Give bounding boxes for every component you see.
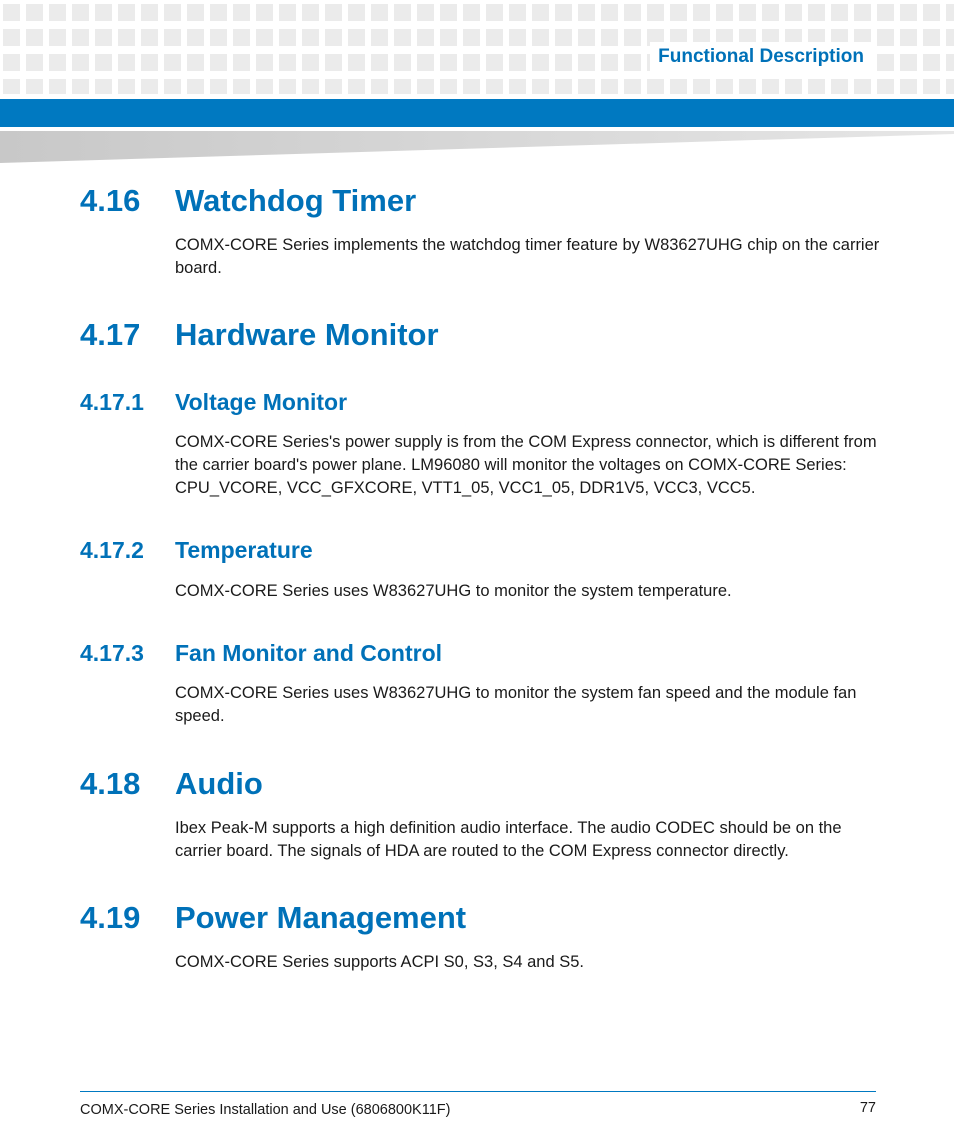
- header-grid-cell: [463, 79, 480, 94]
- header-grid-cell: [532, 4, 549, 21]
- section-body: COMX-CORE Series implements the watchdog timer feature by W83627UHG chip on the carrier board.: [175, 236, 880, 277]
- header-grid-cell: [900, 4, 917, 21]
- header-grid-cell: [785, 79, 802, 94]
- header-grid-cell: [440, 54, 457, 71]
- section-heading: [80, 183, 416, 219]
- header-grid-cell: [49, 79, 66, 94]
- header-grid-cell: [900, 54, 917, 71]
- subsection-heading: [80, 388, 347, 416]
- section-heading: [80, 900, 466, 936]
- subsection-body: COMX-CORE Series uses W83627UHG to monitor the system fan speed and the module fan speed.: [175, 684, 857, 725]
- header-grid-cell: [394, 79, 411, 94]
- footer-rule: [80, 1091, 876, 1092]
- header-grid-cell: [532, 79, 549, 94]
- header-grid-cell: [26, 79, 43, 94]
- header-grid-cell: [578, 29, 595, 46]
- subsection-heading: [80, 536, 313, 564]
- header-grid-cell: [555, 54, 572, 71]
- header-grid-cell: [233, 79, 250, 94]
- header-grid-cell: [210, 54, 227, 71]
- header-grid-cell: [486, 4, 503, 21]
- header-grid-cell: [279, 29, 296, 46]
- subsection-body: COMX-CORE Series's power supply is from the COM Express connector, which is different from the carrier board's power plane. LM96080 will monitor the voltages on COMX-CORE Series: CPU_VCORE, VCC_GFXCORE, VTT1_05, VCC1_05, DDR1V5, VCC3, VCC5.: [175, 433, 877, 497]
- footer-page-number: 77: [859, 1100, 876, 1116]
- header-grid-cell: [210, 79, 227, 94]
- header-grid-cell: [946, 79, 954, 94]
- header-grid-cell: [946, 54, 954, 71]
- header-grid-cell: [371, 4, 388, 21]
- header-grid-cell: [693, 4, 710, 21]
- footer-document-title: COMX-CORE Series Installation and Use (6806800K11F): [80, 1102, 451, 1118]
- header-grid-cell: [762, 4, 779, 21]
- header-grid-cell: [555, 79, 572, 94]
- header-grid-cell: [762, 79, 779, 94]
- header-grid-cell: [187, 54, 204, 71]
- section-title: Audio: [175, 766, 263, 801]
- header-grid-cell: [279, 79, 296, 94]
- header-grid-cell: [877, 79, 894, 94]
- running-header-title: Functional Description: [650, 42, 872, 72]
- header-grid-cell: [49, 54, 66, 71]
- header-grid-cell: [509, 79, 526, 94]
- header-grid-cell: [555, 4, 572, 21]
- header-grid-cell: [831, 79, 848, 94]
- header-grid-cell: [49, 4, 66, 21]
- header-grid-cell: [532, 29, 549, 46]
- header-grid-cell: [233, 29, 250, 46]
- header-grid-cell: [440, 4, 457, 21]
- header-grid-cell: [95, 54, 112, 71]
- section-number: 4.16: [80, 183, 141, 218]
- header-grid-cell: [601, 54, 618, 71]
- header-grid-cell: [118, 29, 135, 46]
- header-grid-cell: [256, 79, 273, 94]
- header-grid-cell: [256, 29, 273, 46]
- header-grid-cell: [72, 29, 89, 46]
- header-grid-cell: [394, 4, 411, 21]
- header-grid-cell: [808, 79, 825, 94]
- header-grid-cell: [325, 29, 342, 46]
- header-grid-cell: [509, 29, 526, 46]
- header-grid-cell: [141, 79, 158, 94]
- header-grid-cell: [3, 29, 20, 46]
- header-grid-cell: [26, 54, 43, 71]
- header-grid-cell: [118, 79, 135, 94]
- subsection-heading: [80, 639, 442, 667]
- header-grid-cell: [141, 29, 158, 46]
- section-title: Hardware Monitor: [175, 317, 439, 352]
- header-grid-cell: [3, 4, 20, 21]
- header-grid-cell: [348, 4, 365, 21]
- header-grid-cell: [394, 54, 411, 71]
- header-grid-cell: [670, 4, 687, 21]
- header-grid-cell: [95, 79, 112, 94]
- section-body: Ibex Peak-M supports a high definition audio interface. The audio CODEC should be on the carrier board. The signals of HDA are routed to the COM Express connector directly.: [175, 819, 842, 860]
- header-grid-cell: [440, 79, 457, 94]
- header-grid-cell: [785, 4, 802, 21]
- header-grid-cell: [164, 54, 181, 71]
- header-grid-cell: [72, 79, 89, 94]
- header-grid-cell: [141, 54, 158, 71]
- header-grid-cell: [624, 54, 641, 71]
- header-grid-cell: [601, 29, 618, 46]
- header-grid-cell: [164, 4, 181, 21]
- header-grid-cell: [164, 79, 181, 94]
- header-grid-cell: [739, 4, 756, 21]
- header-grid-cell: [187, 29, 204, 46]
- header-grid-cell: [417, 79, 434, 94]
- header-grid-cell: [647, 79, 664, 94]
- header-grid-cell: [256, 54, 273, 71]
- header-grid-cell: [486, 29, 503, 46]
- header-grid-cell: [578, 4, 595, 21]
- header-grid-cell: [118, 54, 135, 71]
- header-grid-cell: [348, 79, 365, 94]
- header-grid-cell: [279, 54, 296, 71]
- section-number: 4.18: [80, 766, 141, 801]
- section-heading: [80, 317, 439, 353]
- header-grid-cell: [739, 79, 756, 94]
- section-number: 4.19: [80, 900, 141, 935]
- header-grid-cell: [716, 79, 733, 94]
- header-grid-cell: [256, 4, 273, 21]
- header-grid-cell: [95, 4, 112, 21]
- header-grid-cell: [279, 4, 296, 21]
- header-grid-cell: [417, 54, 434, 71]
- header-grid-cell: [463, 29, 480, 46]
- header-grid-cell: [900, 79, 917, 94]
- header-grid-cell: [877, 4, 894, 21]
- subsection-title: Temperature: [175, 537, 313, 563]
- header-grid-cell: [95, 29, 112, 46]
- header-grid-cell: [72, 4, 89, 21]
- section-title: Watchdog Timer: [175, 183, 417, 218]
- header-grid-cell: [3, 54, 20, 71]
- header-grid-cell: [578, 79, 595, 94]
- header-grid-cell: [624, 4, 641, 21]
- header-grid-cell: [233, 4, 250, 21]
- header-grid-cell: [371, 54, 388, 71]
- section-heading: [80, 766, 263, 802]
- header-grid-cell: [463, 4, 480, 21]
- header-grid-cell: [486, 54, 503, 71]
- section-number: 4.17: [80, 317, 141, 352]
- header-grid-cell: [946, 4, 954, 21]
- header-grid-cell: [371, 79, 388, 94]
- header-grid-cell: [946, 29, 954, 46]
- header-grid-cell: [348, 54, 365, 71]
- header-grid-cell: [808, 4, 825, 21]
- subsection-number: 4.17.3: [80, 640, 144, 666]
- header-grid-cell: [624, 79, 641, 94]
- header-grid-cell: [302, 29, 319, 46]
- header-grid-cell: [417, 4, 434, 21]
- header-grid-cell: [923, 29, 940, 46]
- header-grid-cell: [49, 29, 66, 46]
- header-grid-cell: [555, 29, 572, 46]
- header-grid-cell: [854, 4, 871, 21]
- header-grid-cell: [624, 29, 641, 46]
- header-grid-cell: [923, 4, 940, 21]
- header-grid-cell: [647, 4, 664, 21]
- header-grid-cell: [26, 29, 43, 46]
- header-grid-cell: [187, 4, 204, 21]
- header-grid-cell: [348, 29, 365, 46]
- header-grid-cell: [210, 4, 227, 21]
- header-grid-cell: [118, 4, 135, 21]
- header-grid-cell: [923, 79, 940, 94]
- header-grid-cell: [693, 79, 710, 94]
- header-grid-cell: [440, 29, 457, 46]
- header-grid-cell: [26, 4, 43, 21]
- header-blue-bar: [0, 99, 954, 127]
- header-grid-cell: [371, 29, 388, 46]
- header-grid-cell: [923, 54, 940, 71]
- header-grid-cell: [325, 79, 342, 94]
- header-grid-cell: [601, 4, 618, 21]
- header-grid-cell: [164, 29, 181, 46]
- section-title: Power Management: [175, 900, 467, 935]
- header-grid-cell: [210, 29, 227, 46]
- header-grid-cell: [509, 54, 526, 71]
- header-grid-cell: [394, 29, 411, 46]
- header-grid-cell: [831, 4, 848, 21]
- header-grid-cell: [900, 29, 917, 46]
- header-grid-cell: [141, 4, 158, 21]
- header-grid-cell: [486, 79, 503, 94]
- header-grid-cell: [302, 4, 319, 21]
- header-grid-cell: [302, 54, 319, 71]
- header-grid-cell: [532, 54, 549, 71]
- subsection-number: 4.17.1: [80, 389, 144, 415]
- header-grid-cell: [325, 4, 342, 21]
- header-grid-cell: [3, 79, 20, 94]
- header-grid-cell: [578, 54, 595, 71]
- header-grey-wedge: [0, 131, 954, 163]
- header-grid-cell: [509, 4, 526, 21]
- header-grid-cell: [187, 79, 204, 94]
- header-grid-cell: [670, 79, 687, 94]
- subsection-body: COMX-CORE Series uses W83627UHG to monitor the system temperature.: [175, 582, 732, 600]
- header-grid-cell: [854, 79, 871, 94]
- subsection-number: 4.17.2: [80, 537, 144, 563]
- header-grid-cell: [877, 54, 894, 71]
- subsection-title: Fan Monitor and Control: [175, 640, 443, 666]
- section-body: COMX-CORE Series supports ACPI S0, S3, S4 and S5.: [175, 953, 585, 971]
- header-grid-cell: [302, 79, 319, 94]
- header-grid-cell: [325, 54, 342, 71]
- header-grid-cell: [601, 79, 618, 94]
- header-grid-cell: [72, 54, 89, 71]
- header-grid-cell: [233, 54, 250, 71]
- header-grid-cell: [463, 54, 480, 71]
- header-grid-cell: [417, 29, 434, 46]
- header-grid-cell: [877, 29, 894, 46]
- subsection-title: Voltage Monitor: [175, 389, 348, 415]
- header-grid-cell: [716, 4, 733, 21]
